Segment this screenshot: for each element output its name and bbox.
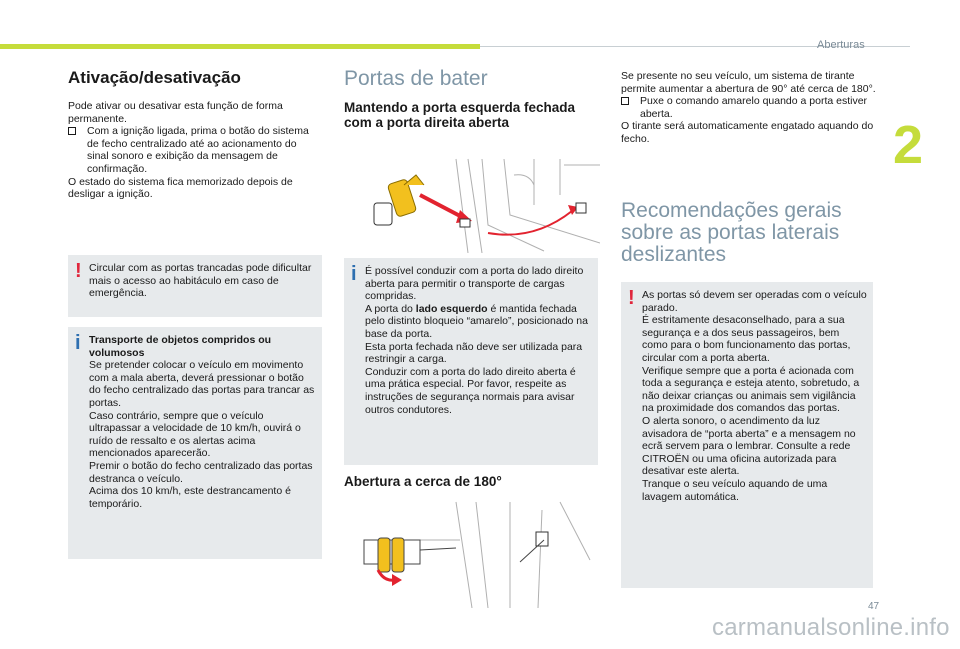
warning-text: Verifique sempre que a porta é acionada com toda a segurança e esteja atento, sobretudo, a não deixar crianças ou animais sem vigilância na proximidade dos comandos das portas. bbox=[642, 364, 860, 415]
info-text: Esta porta fechada não deve ser utilizada para restringir a carga. bbox=[365, 340, 583, 366]
exclamation-icon: ! bbox=[628, 287, 635, 309]
activation-heading: Ativação/desativação bbox=[68, 68, 241, 87]
paragraph: O tirante será automaticamente engatado aquando do fecho. bbox=[621, 120, 874, 145]
bullet-text: Com a ignição ligada, prima o botão do sistema de fecho centralizado até ao acionamento do sinal sonoro e exibição da mensagem de confirmação. bbox=[87, 125, 309, 175]
info-i-icon: i bbox=[351, 263, 357, 285]
bullet-item bbox=[621, 95, 881, 120]
info-i-icon: i bbox=[75, 332, 81, 354]
warning-box bbox=[68, 255, 322, 317]
info-text-part: A porta do bbox=[365, 302, 416, 315]
page-number: 47 bbox=[868, 601, 880, 612]
doors-heading: Portas de bater bbox=[344, 67, 488, 90]
header-accent-bar bbox=[0, 44, 480, 49]
info-text: Caso contrário, sempre que o veículo ultrapassar a velocidade de 10 km/h, ouvirá o ruído de ressalto e os alertas acima mencionados aparecerão. bbox=[89, 409, 301, 460]
strap-text bbox=[621, 70, 881, 146]
warning-text: Circular com as portas trancadas pode dificultar mais o acesso ao habitáculo em caso de emergência. bbox=[89, 262, 312, 300]
activation-text bbox=[68, 100, 318, 201]
warning-box bbox=[621, 282, 873, 588]
bullet-text: Puxe o comando amarelo quando a porta estiver aberta. bbox=[640, 95, 868, 120]
warning-text: O alerta sonoro, o acendimento da luz avisadora de “porta aberta” e a mensagem no ecrã servem para o lembrar. Consulte a rede CITROËN ou uma oficina autorizada para desativar este alerta. bbox=[642, 414, 856, 478]
info-box bbox=[68, 327, 322, 559]
bullet-marker-icon bbox=[621, 95, 640, 120]
subheading-left-door: Mantendo a porta esquerda fechada com a porta direita aberta bbox=[344, 100, 576, 130]
info-box bbox=[344, 258, 598, 465]
section-title: Aberturas bbox=[817, 39, 865, 51]
door-strap-illustration bbox=[360, 500, 600, 608]
warning-text: As portas só devem ser operadas com o veículo parado. bbox=[642, 289, 867, 314]
subheading-180: Abertura a cerca de 180° bbox=[344, 474, 502, 489]
warning-text: Tranque o seu veículo aquando de uma lavagem automática. bbox=[642, 477, 828, 503]
paragraph: O estado do sistema fica memorizado depois de desligar a ignição. bbox=[68, 175, 293, 201]
info-text: Se pretender colocar o veículo em movimento com a mala aberta, deverá pressionar o botão do fecho centralizado das portas para trancar as portas. bbox=[89, 359, 315, 409]
paragraph: Se presente no seu veículo, um sistema de tirante permite aumentar a abertura de 90° até cerca de 180°. bbox=[621, 70, 876, 95]
info-text-bold: lado esquerdo bbox=[415, 302, 488, 315]
info-text: Conduzir com a porta do lado direito aberta é uma prática especial. Por favor, respeite as instruções de segurança normais para avisar outros condutores. bbox=[365, 365, 576, 416]
info-heading: Transporte de objetos compridos ou volumosos bbox=[89, 334, 272, 359]
info-text: Acima dos 10 km/h, este destrancamento é temporário. bbox=[89, 485, 291, 510]
paragraph: Pode ativar ou desativar esta função de forma permanente. bbox=[68, 100, 283, 125]
chapter-number: 2 bbox=[893, 115, 924, 175]
warning-text: É estritamente desaconselhado, para a sua segurança e a dos seus passageiros, bem como para o bom funcionamento das portas, circular com a porta aberta. bbox=[642, 314, 851, 364]
sliding-doors-heading: Recomendações gerais sobre as portas laterais deslizantes bbox=[621, 199, 842, 266]
info-text bbox=[365, 303, 592, 341]
bullet-item bbox=[68, 125, 318, 175]
bullet-marker-icon bbox=[68, 125, 87, 175]
watermark: carmanualsonline.info bbox=[712, 614, 950, 641]
info-text-part: é mantida fechada pelo distinto bloqueio “amarelo”, posicionado na base da porta. bbox=[365, 302, 588, 340]
door-lock-illustration bbox=[364, 155, 600, 253]
exclamation-icon: ! bbox=[75, 260, 82, 282]
info-text: Premir o botão do fecho centralizado das portas destranca o veículo. bbox=[89, 459, 313, 485]
info-text: É possível conduzir com a porta do lado direito aberta para permitir o transporte de cargas compridas. bbox=[365, 265, 584, 303]
